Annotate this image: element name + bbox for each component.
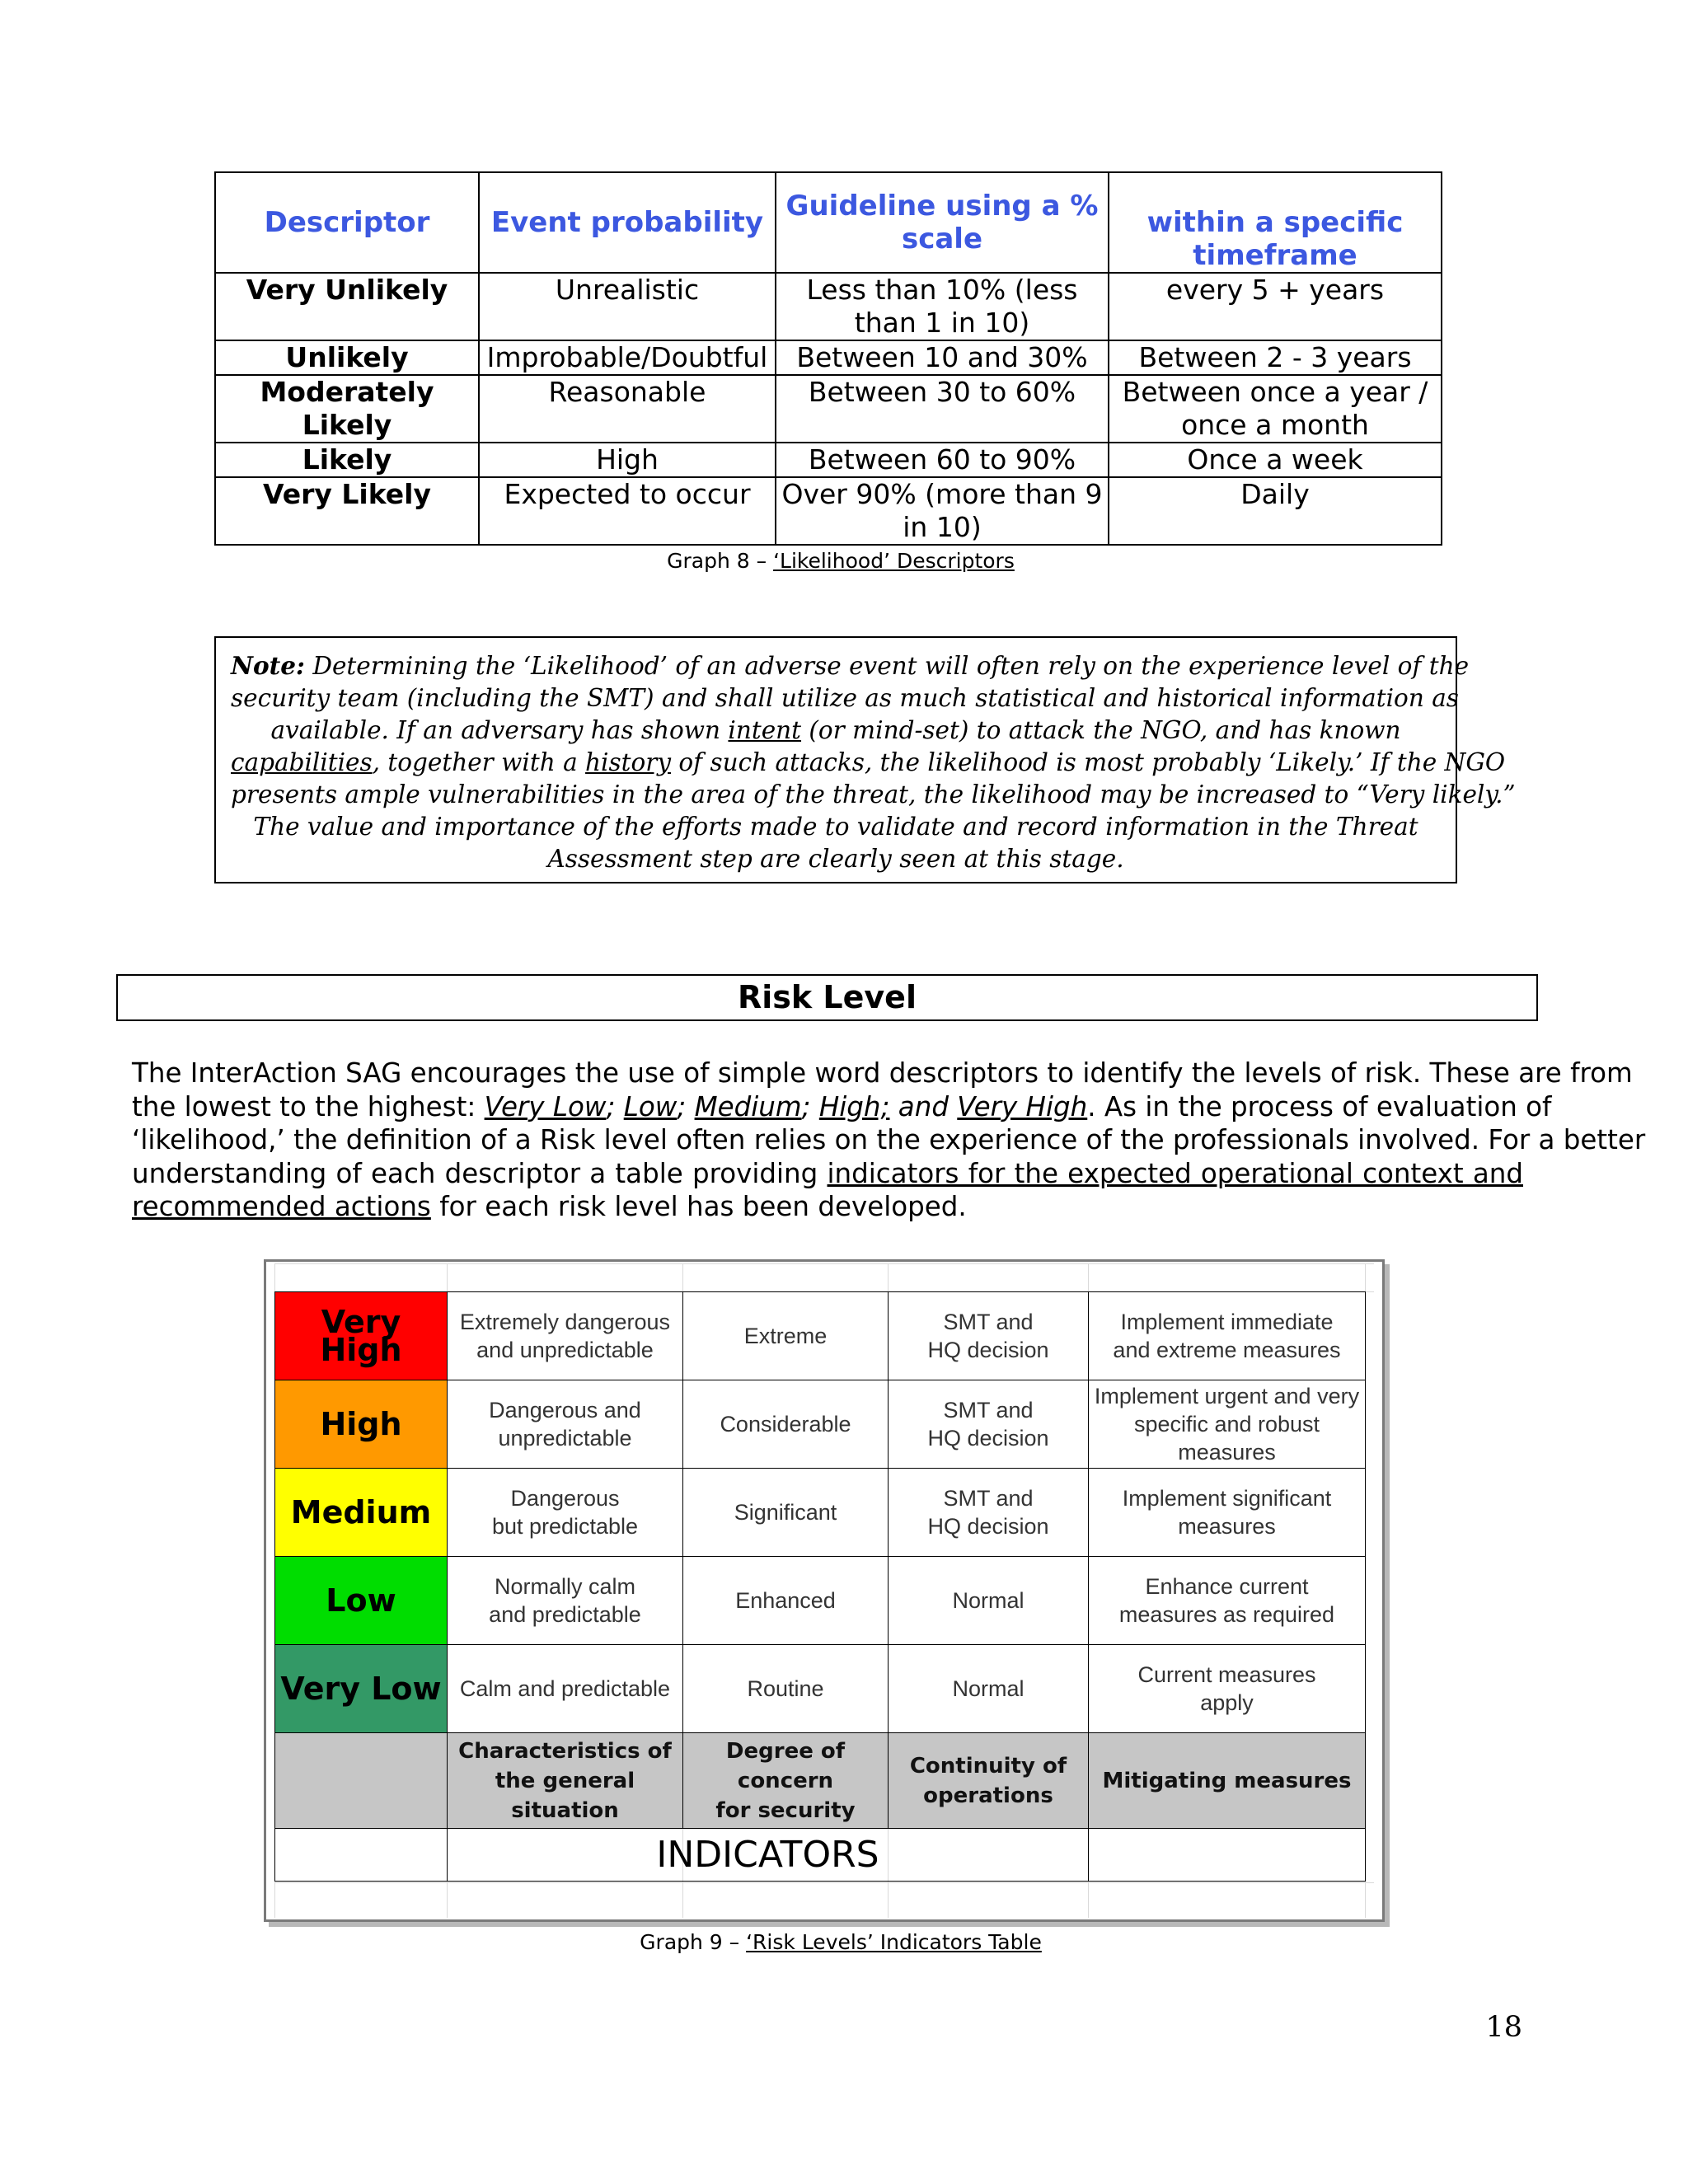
table-row [275, 1645, 1366, 1733]
probability-cell: Reasonable [479, 375, 776, 443]
descriptor-cell: Likely [215, 443, 479, 477]
probability-cell: Improbable/Doubtful [479, 340, 776, 375]
timeframe-cell: Once a week [1109, 443, 1442, 477]
paragraph-line: understanding of each descriptor a table providing indicators for the expected operational context and [132, 1157, 1523, 1189]
guideline-cell: Between 10 and 30% [776, 340, 1109, 375]
risk-level-very-high: Very High [275, 1292, 448, 1380]
situation-cell: Dangerous and unpredictable [448, 1380, 683, 1469]
descriptor-cell: Very Unlikely [215, 273, 479, 340]
header-situation: Characteristics of the general situation [448, 1733, 683, 1829]
descriptor-cell: Moderately Likely [215, 375, 479, 443]
risk-indicators-grid [274, 1291, 1366, 1882]
continuity-cell: Normal [889, 1645, 1089, 1733]
mitigation-cell: Implement urgent and very specific and robust measures [1089, 1380, 1366, 1469]
mitigation-cell: Implement immediate and extreme measures [1089, 1292, 1366, 1380]
table-row [275, 1469, 1366, 1557]
concern-cell: Enhanced [683, 1557, 889, 1645]
likelihood-header-row [215, 172, 1442, 273]
probability-cell: Unrealistic [479, 273, 776, 340]
note-box [214, 636, 1516, 883]
likelihood-table [214, 171, 1442, 546]
probability-cell: High [479, 443, 776, 477]
guideline-cell: Between 60 to 90% [776, 443, 1109, 477]
continuity-cell: SMT and HQ decision [889, 1469, 1089, 1557]
table-row [215, 443, 1442, 477]
table-row [215, 477, 1442, 545]
descriptor-cell: Very Likely [215, 477, 479, 545]
header-mitigation: Mitigating measures [1089, 1733, 1366, 1829]
guideline-cell: Over 90% (more than 9 in 10) [776, 477, 1109, 545]
situation-cell: Calm and predictable [448, 1645, 683, 1733]
risk-level-very-low: Very Low [275, 1645, 448, 1733]
header-event-probability: Event probability [479, 172, 776, 273]
header-timeframe: within a specific timeframe [1109, 172, 1442, 273]
descriptor-cell: Unlikely [215, 340, 479, 375]
situation-cell: Dangerous but predictable [448, 1469, 683, 1557]
probability-cell: Expected to occur [479, 477, 776, 545]
indicators-footer-row [275, 1829, 1366, 1882]
note-line: presents ample vulnerabilities in the area of the threat, the likelihood may be increased to “Very likely.” [231, 780, 1516, 808]
table-row [215, 273, 1442, 340]
page-number: 18 [1485, 2011, 1522, 2044]
indicators-label: INDICATORS [448, 1829, 1089, 1882]
note-line: Assessment step are clearly seen at this stage. [547, 845, 1124, 873]
continuity-cell: SMT and HQ decision [889, 1380, 1089, 1469]
paragraph-line: recommended actions for each risk level has been developed. [132, 1191, 967, 1222]
header-descriptor: Descriptor [215, 172, 479, 273]
guideline-cell: Between 30 to 60% [776, 375, 1109, 443]
blank-footer-cell [1089, 1829, 1366, 1882]
note-line: The value and importance of the efforts made to validate and record information in the Threat [253, 813, 1418, 841]
table-row [275, 1380, 1366, 1469]
header-continuity: Continuity of operations [889, 1733, 1089, 1829]
risk-level-high: High [275, 1380, 448, 1469]
note-line: available. If an adversary has shown intent (or mind-set) to attack the NGO, and has known [270, 716, 1401, 744]
blank-header-cell [275, 1733, 448, 1829]
note-line: capabilities, together with a history of such attacks, the likelihood is most probably ‘Likely.’ If the NGO [231, 748, 1506, 776]
mitigation-cell: Enhance current measures as required [1089, 1557, 1366, 1645]
guideline-cell: Less than 10% (less than 1 in 10) [776, 273, 1109, 340]
section-heading-risk-level: Risk Level [116, 974, 1538, 1021]
header-guideline: Guideline using a % scale [776, 172, 1109, 273]
situation-cell: Extremely dangerous and unpredictable [448, 1292, 683, 1380]
concern-cell: Significant [683, 1469, 889, 1557]
indicator-header-row [275, 1733, 1366, 1829]
note-line: Note: Determining the ‘Likelihood’ of an adverse event will often rely on the experience level of the [231, 651, 1470, 680]
risk-level-medium: Medium [275, 1469, 448, 1557]
table-row [275, 1557, 1366, 1645]
note-line: security team (including the SMT) and shall utilize as much statistical and historical information as [231, 684, 1459, 712]
timeframe-cell: Daily [1109, 477, 1442, 545]
timeframe-cell: Between once a year / once a month [1109, 375, 1442, 443]
concern-cell: Considerable [683, 1380, 889, 1469]
concern-cell: Extreme [683, 1292, 889, 1380]
continuity-cell: SMT and HQ decision [889, 1292, 1089, 1380]
paragraph-line: ‘likelihood,’ the definition of a Risk level often relies on the experience of the professionals involved. For a better [132, 1124, 1646, 1155]
paragraph-line: The InterAction SAG encourages the use of simple word descriptors to identify the levels of risk. These are from [132, 1057, 1633, 1089]
concern-cell: Routine [683, 1645, 889, 1733]
graph-8-caption: Graph 8 – ‘Likelihood’ Descriptors [667, 549, 1015, 573]
situation-cell: Normally calm and predictable [448, 1557, 683, 1645]
continuity-cell: Normal [889, 1557, 1089, 1645]
graph-9-caption: Graph 9 – ‘Risk Levels’ Indicators Table [640, 1930, 1042, 1954]
table-row [215, 340, 1442, 375]
risk-level-paragraph [132, 1057, 1646, 1224]
blank-footer-cell [275, 1829, 448, 1882]
header-concern: Degree of concern for security [683, 1733, 889, 1829]
gridline [274, 1263, 1374, 1264]
risk-level-low: Low [275, 1557, 448, 1645]
gridline [274, 1882, 1374, 1883]
timeframe-cell: every 5 + years [1109, 273, 1442, 340]
mitigation-cell: Current measures apply [1089, 1645, 1366, 1733]
table-row [275, 1292, 1366, 1380]
paragraph-line: the lowest to the highest: Very Low; Low; Medium; High; and Very High. As in the process of evaluation of [132, 1090, 1552, 1122]
table-row [215, 375, 1442, 443]
risk-levels-indicators-table [264, 1259, 1385, 1922]
timeframe-cell: Between 2 - 3 years [1109, 340, 1442, 375]
mitigation-cell: Implement significant measures [1089, 1469, 1366, 1557]
